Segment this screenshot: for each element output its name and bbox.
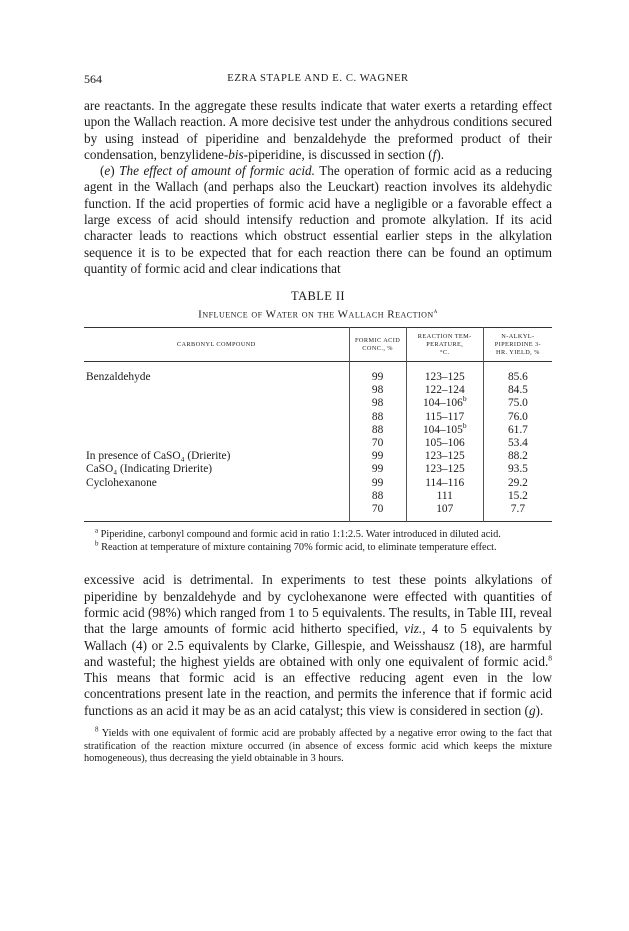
data-table [84,327,552,522]
cell-compound [84,411,349,424]
table-row [84,384,552,397]
cell-yield: 15.2 [483,490,552,503]
table-row [84,503,552,522]
cell-yield: 61.7 [483,424,552,437]
cell-yield: 75.0 [483,397,552,410]
cell-formic-acid: 88 [349,411,406,424]
table-row [84,463,552,476]
table-footnote-b: $^b$ Reaction at temperature of mixture containing 70% formic acid, to eliminate temperature effect. [95,539,497,553]
cell-temperature: 107 [436,502,454,515]
cell-formic-acid: 98 [349,397,406,410]
cell-formic-acid: 70 [349,437,406,450]
table-body [84,361,552,521]
table-row [84,411,552,424]
cell-formic-acid: 99 [349,477,406,490]
cell-formic-acid: 98 [349,384,406,397]
table-header-row [84,327,552,361]
cell-yield: 7.7 [483,503,552,522]
header-carbonyl-compound: CARBONYL COMPOUND [176,340,256,348]
cell-compound [84,397,349,410]
paragraph-3: excessive acid is detrimental. In experiments to test these points alkylations of piperidine by benzaldehyde and by cyclohexanone were effected with quantities of formic acid (98%) which ranged from 1 to 5 equivalents. The results, in Table III, reveal that the large amounts of formic acid hitherto specified, viz., 4 to 5 equivalents by Wallach (4) or 2.5 equivalents by Clarke, Gillespie, and Weisshausz (18), are harmful and wasteful; the highest yields are obtained with only one equivalent of formic acid.$^8$ This means that formic acid is an effective reducing agent even in the low concentrations present late in the reaction, and permits the inference that if formic acid functions as an acid it may be as an acid catalyst; this view is considered in section (g). [84,572,552,718]
footnote-ref-8: 8 [548,653,552,663]
table-footnote-a: $^a$ Piperidine, carbonyl compound and formic acid in ratio 1:1:2.5. Water introduced in diluted acid. [95,526,501,541]
table-footnotes [84,526,552,554]
cell-temperature: 122–124 [424,384,465,397]
cell-formic-acid: 99 [349,450,406,463]
cell-yield: 84.5 [483,384,552,397]
cell-compound [84,424,349,437]
table-row [84,424,552,437]
cell-yield: 76.0 [483,411,552,424]
table-row [84,490,552,503]
cell-yield: 93.5 [483,463,552,476]
header-yield: N-ALKYL- PIPERIDINE 3- HR. YIELD, % [483,327,552,361]
cell-compound: Cyclohexanone [86,476,157,489]
table-row [84,397,552,410]
cell-formic-acid: 99 [349,361,406,384]
table-row [84,361,552,384]
running-head-authors: EZRA STAPLE AND E. C. WAGNER [227,73,409,84]
footnote-ref-b: b [462,420,467,430]
cell-compound: CaSO₄ (Indicating Drierite) [86,463,213,476]
cell-formic-acid: 88 [349,490,406,503]
cell-formic-acid: 99 [349,463,406,476]
footnote-8: $^8$ Yields with one equivalent of formic acid are probably affected by a negative error owing to the fact that stratification of the reaction mixture occurred (in absence of excess formic acid which keeps the mixture homogeneous), thus decreasing the yield obtainable in 3 hours. [84,725,552,765]
cell-temperature: 114–116 [425,476,465,489]
table-row [84,477,552,490]
cell-yield: 29.2 [483,477,552,490]
cell-compound [84,490,349,503]
header-formic-acid: FORMIC ACID CONC., % [349,327,406,361]
page [84,72,552,776]
cell-compound [84,503,349,522]
cell-formic-acid: 88 [349,424,406,437]
table-caption: Influence of Water on the Wallach Reaction$^a$ [198,307,438,321]
table-row [84,450,552,463]
cell-formic-acid: 70 [349,503,406,522]
cell-yield: 88.2 [483,450,552,463]
cell-temperature: 123–125 [424,370,465,383]
cell-yield: 85.6 [483,361,552,384]
running-head [84,72,552,88]
footnote-ref-b: b [462,394,467,404]
paragraph-1: are reactants. In the aggregate these results indicate that water exerts a retarding effect upon the Wallach reaction. A more decisive test under the anhydrous conditions secured by using instead of piperidine and benzaldehyde the preformed product of their condensation, benzylidene-bis-piperidine, is discussed in section (f). [84,98,552,162]
cell-compound [84,437,349,450]
header-reaction-temperature: REACTION TEM- PERATURE, °C. [417,332,472,356]
cell-temperature: 123–125 [424,463,465,476]
cell-temperature: 105–106 [424,436,465,449]
paragraph-2: (e) The effect of amount of formic acid. The operation of formic acid as a reducing agent in the Wallach (and perhaps also the Leuckart) reaction involves its aldehydic function. If the acid properties of formic acid have a negligible or a favorable effect a large excess of acid should intensify reduction and promote alkylation. If its acid character leads to reactions which obstruct essential earlier steps in the alkylation sequence it is to be expected that for each reaction there can be found an optimum quantity of formic acid and clear indications that [84,163,553,276]
table-title: TABLE II [291,289,345,304]
cell-temperature: 111 [436,489,453,502]
section-title: The effect of amount of formic acid. [119,163,315,179]
cell-temperature: 123–125 [424,450,465,463]
cell-temperature: 104–106$^b$ [422,394,467,410]
cell-yield: 53.4 [483,437,552,450]
cell-compound: In presence of CaSO₄ (Drierite) [86,450,231,463]
cell-compound: Benzaldehyde [86,370,151,383]
page-number: 564 [84,72,102,86]
table-row [84,437,552,450]
cell-temperature: 115–117 [425,410,465,423]
cell-compound [84,384,349,397]
cell-temperature: 104–105$^b$ [422,420,467,436]
